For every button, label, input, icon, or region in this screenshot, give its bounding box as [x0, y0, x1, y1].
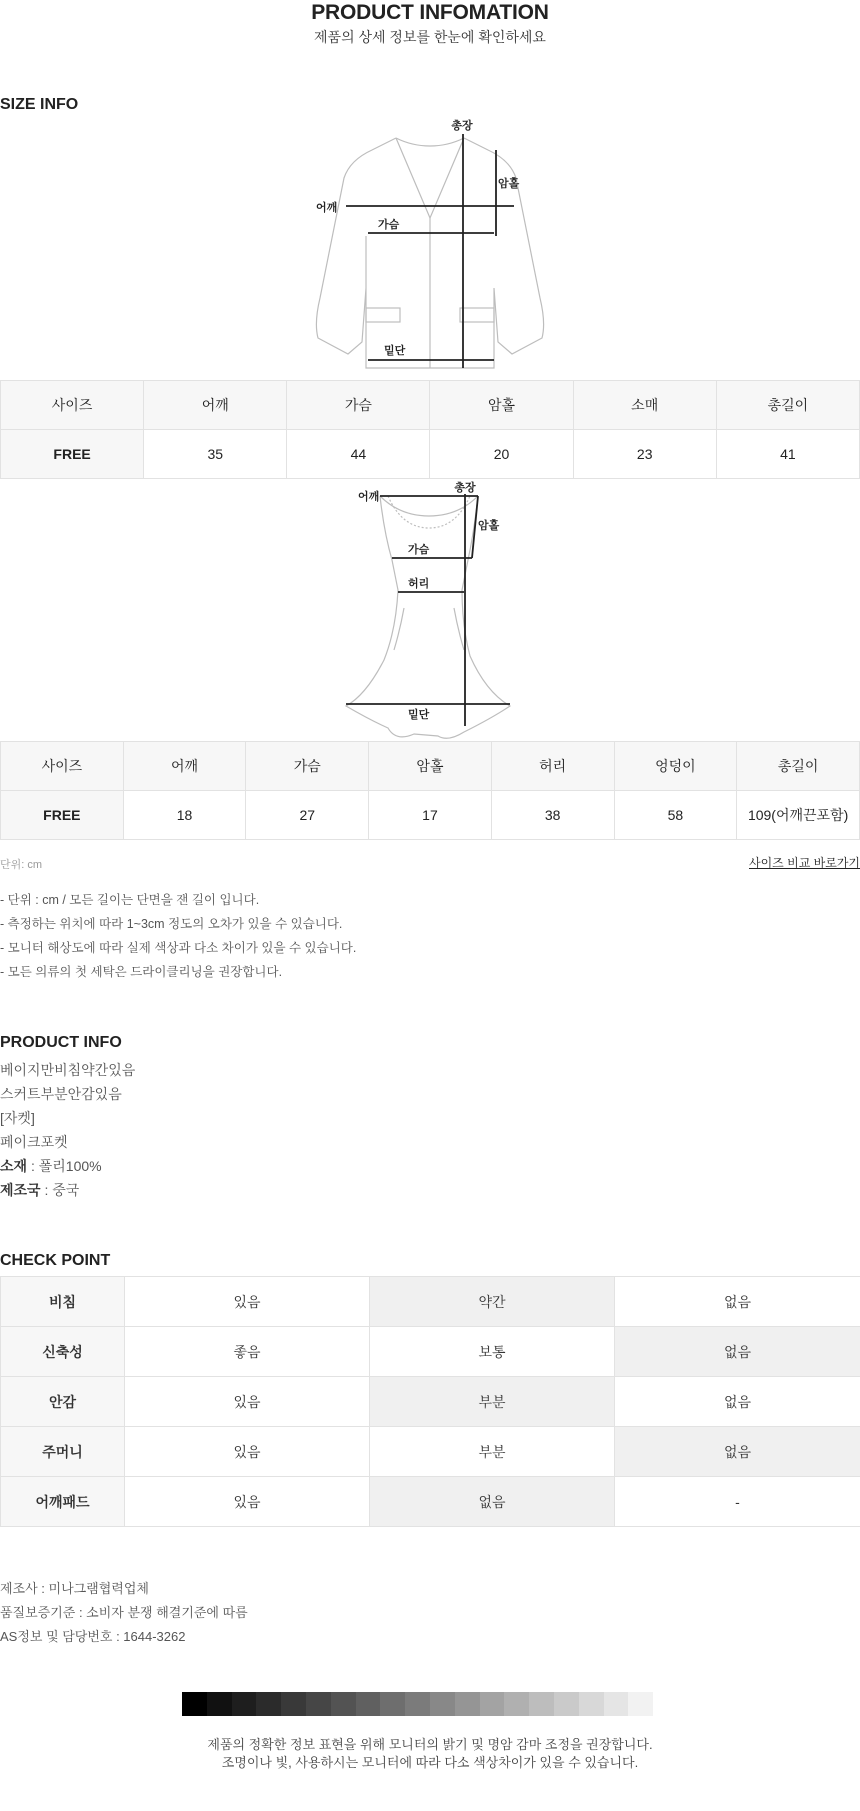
product-info-list — [0, 1058, 135, 1202]
jacket-size-diagram — [300, 118, 560, 378]
origin-label: 제조국 — [0, 1182, 41, 1198]
page-subtitle: 제품의 상세 정보를 한눈에 확인하세요 — [314, 29, 546, 45]
gray-swatch — [529, 1692, 554, 1716]
jacket-label-armhole: 암홀 — [498, 178, 520, 190]
gray-swatch — [480, 1692, 505, 1716]
gray-swatch — [455, 1692, 480, 1716]
table-cell: 18 — [123, 791, 246, 840]
table-cell: 23 — [573, 430, 716, 479]
jacket-label-chest: 가슴 — [378, 219, 400, 231]
origin-value: : 중국 — [40, 1182, 80, 1198]
material-line — [0, 1154, 135, 1178]
table-header-cell: 사이즈 — [1, 381, 144, 430]
note-line: - 모든 의류의 첫 세탁은 드라이클리닝을 권장합니다. — [0, 965, 283, 979]
gray-swatch — [554, 1692, 579, 1716]
check-option: 부분 — [370, 1427, 615, 1477]
check-option: 있음 — [125, 1377, 370, 1427]
table-cell: 35 — [144, 430, 287, 479]
gray-swatch — [281, 1692, 306, 1716]
check-row-label: 주머니 — [1, 1427, 125, 1477]
check-point-heading: CHECK POINT — [0, 1252, 111, 1269]
table-header-cell: 암홀 — [369, 742, 492, 791]
check-option: 없음 — [615, 1277, 860, 1327]
dress-label-armhole: 암홀 — [478, 520, 500, 532]
maker-info: 제조사 : 미나그램협력업체 — [0, 1581, 149, 1596]
gray-swatch — [405, 1692, 430, 1716]
dress-label-chest: 가슴 — [408, 544, 430, 556]
table-cell: FREE — [1, 430, 144, 479]
table-header-cell: 총길이 — [716, 381, 859, 430]
check-row — [1, 1277, 860, 1327]
table-cell: 27 — [246, 791, 369, 840]
check-option: 보통 — [370, 1327, 615, 1377]
table-header-cell: 암홀 — [430, 381, 573, 430]
dress-size-diagram — [340, 480, 530, 742]
quality-info: 품질보증기준 : 소비자 분쟁 해결기준에 따름 — [0, 1605, 248, 1620]
gray-swatch — [182, 1692, 207, 1716]
table-header-cell: 엉덩이 — [614, 742, 737, 791]
table-header-cell: 소매 — [573, 381, 716, 430]
jacket-size-table — [0, 380, 860, 479]
disclaimer-line: 조명이나 빛, 사용하시는 모니터에 따라 다소 색상차이가 있을 수 있습니다. — [221, 1755, 639, 1770]
material-value: : 폴리100% — [27, 1158, 102, 1174]
size-compare-link[interactable]: 사이즈 비교 바로가기 — [749, 856, 860, 870]
table-cell: 20 — [430, 430, 573, 479]
table-header-cell: 총길이 — [737, 742, 860, 791]
footer-info — [0, 1577, 248, 1649]
check-option: - — [615, 1477, 860, 1527]
dress-size-table — [0, 741, 860, 840]
gray-scale-bar — [182, 1692, 678, 1716]
table-cell: 109(어깨끈포함) — [737, 791, 860, 840]
table-cell: 44 — [287, 430, 430, 479]
check-option-selected: 약간 — [370, 1277, 615, 1327]
table-header-cell: 사이즈 — [1, 742, 124, 791]
check-option-selected: 없음 — [370, 1477, 615, 1527]
product-info-line: [자켓] — [0, 1110, 35, 1126]
product-info-line: 페이크포켓 — [0, 1134, 68, 1150]
check-row — [1, 1377, 860, 1427]
check-option: 좋음 — [125, 1327, 370, 1377]
check-row — [1, 1327, 860, 1377]
jacket-label-length: 총장 — [451, 120, 473, 132]
monitor-disclaimer — [0, 1736, 860, 1772]
table-header-cell: 가슴 — [287, 381, 430, 430]
check-row-label: 안감 — [1, 1377, 125, 1427]
dress-label-hem: 밑단 — [408, 709, 430, 721]
check-row-label: 신축성 — [1, 1327, 125, 1377]
table-row — [1, 430, 860, 479]
gray-swatch — [380, 1692, 405, 1716]
check-option: 없음 — [615, 1377, 860, 1427]
check-option-selected: 부분 — [370, 1377, 615, 1427]
table-header-cell: 가슴 — [246, 742, 369, 791]
note-line: - 측정하는 위치에 따라 1~3cm 정도의 오차가 있을 수 있습니다. — [0, 917, 343, 931]
check-row-label: 비침 — [1, 1277, 125, 1327]
dress-label-shoulder: 어깨 — [358, 491, 380, 503]
product-info-heading: PRODUCT INFO — [0, 1034, 122, 1051]
gray-swatch — [604, 1692, 629, 1716]
table-header-cell: 허리 — [491, 742, 614, 791]
table-cell: 41 — [716, 430, 859, 479]
gray-swatch — [504, 1692, 529, 1716]
table-header-cell: 어깨 — [144, 381, 287, 430]
gray-swatch — [430, 1692, 455, 1716]
check-option: 있음 — [125, 1477, 370, 1527]
dress-label-length: 총장 — [454, 482, 476, 494]
jacket-label-hem: 밑단 — [384, 345, 406, 357]
gray-swatch — [579, 1692, 604, 1716]
as-info: AS정보 및 담당번호 : 1644-3262 — [0, 1629, 186, 1644]
gray-swatch — [356, 1692, 381, 1716]
check-point-table — [0, 1276, 860, 1527]
product-info-line: 스커트부분안감있음 — [0, 1086, 122, 1102]
table-cell: 38 — [491, 791, 614, 840]
check-row-label: 어깨패드 — [1, 1477, 125, 1527]
check-row — [1, 1477, 860, 1527]
table-row — [1, 791, 860, 840]
dress-label-waist: 허리 — [408, 578, 430, 590]
check-row — [1, 1427, 860, 1477]
jacket-label-shoulder: 어깨 — [316, 202, 338, 214]
gray-swatch — [331, 1692, 356, 1716]
size-info-heading: SIZE INFO — [0, 96, 79, 113]
check-option-selected: 없음 — [615, 1427, 860, 1477]
table-header-cell: 어깨 — [123, 742, 246, 791]
table-cell: FREE — [1, 791, 124, 840]
table-header-row — [1, 381, 860, 430]
product-info-line: 베이지만비침약간있음 — [0, 1062, 136, 1078]
gray-swatch — [232, 1692, 257, 1716]
origin-line — [0, 1178, 135, 1202]
gray-swatch — [628, 1692, 653, 1716]
page-title: PRODUCT INFOMATION — [311, 1, 549, 24]
note-line: - 단위 : cm / 모든 길이는 단면을 잰 길이 입니다. — [0, 893, 260, 907]
gray-swatch — [207, 1692, 232, 1716]
check-option: 있음 — [125, 1427, 370, 1477]
unit-label: 단위: cm — [0, 859, 43, 871]
gray-swatch — [306, 1692, 331, 1716]
gray-swatch — [256, 1692, 281, 1716]
note-line: - 모니터 해상도에 따라 실제 색상과 다소 차이가 있을 수 있습니다. — [0, 941, 357, 955]
check-option: 있음 — [125, 1277, 370, 1327]
table-cell: 17 — [369, 791, 492, 840]
gray-swatch — [653, 1692, 678, 1716]
size-notes — [0, 888, 356, 984]
table-cell: 58 — [614, 791, 737, 840]
table-header-row — [1, 742, 860, 791]
disclaimer-line: 제품의 정확한 정보 표현을 위해 모니터의 밝기 및 명암 감마 조정을 권장합니다. — [207, 1737, 653, 1752]
check-option-selected: 없음 — [615, 1327, 860, 1377]
material-label: 소재 — [0, 1158, 28, 1174]
